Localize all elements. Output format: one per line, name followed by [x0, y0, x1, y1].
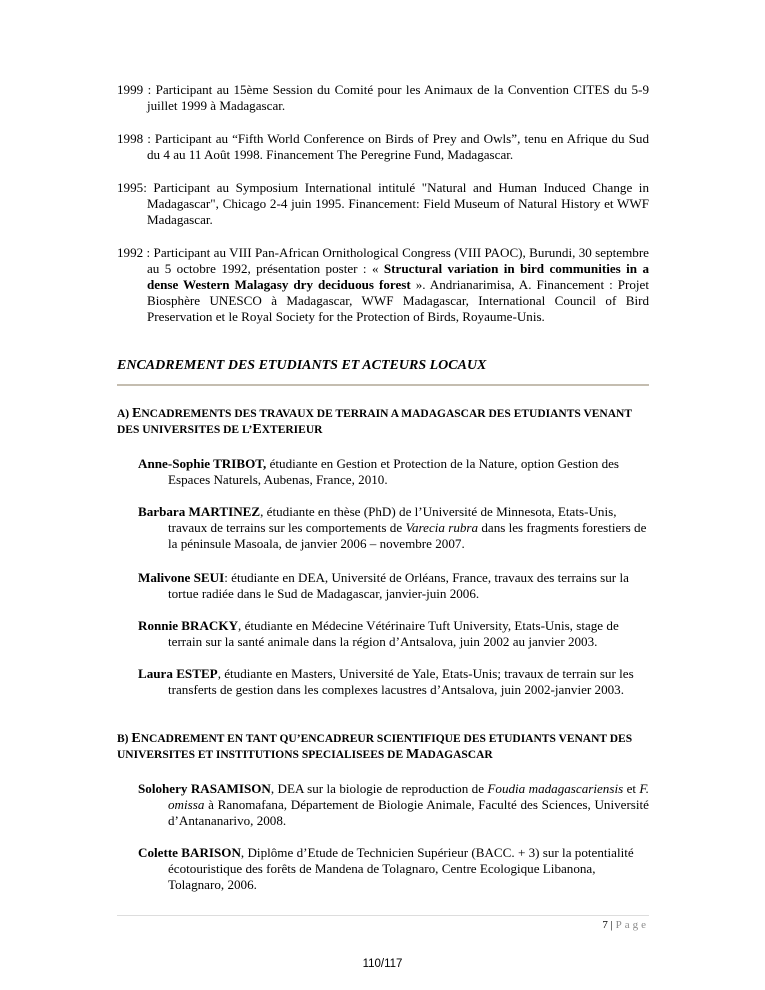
conference-entry-1998 — [117, 131, 649, 163]
student-name: Laura ESTEP — [138, 666, 218, 681]
subheading-text: ADAGASCAR — [419, 749, 493, 761]
species-name: Foudia madagascariensis — [487, 781, 624, 796]
section-title: ENCADREMENT DES ETUDIANTS ET ACTEURS LOCAUX — [117, 358, 487, 373]
subheading-text: NCADREMENTS DES TRAVAUX DE TERRAIN A MADAGASCAR DES ETUDIANTS VENANT DES UNIVERSITES DE L’ — [117, 408, 632, 436]
conference-entry-1995 — [117, 180, 649, 228]
student-name: Barbara MARTINEZ — [138, 504, 261, 519]
subheading-text: NCADREMENT EN TANT QU’ENCADREUR SCIENTIFIQUE DES ETUDIANTS VENANT DES UNIVERSITES ET INSTITUTIONS SPECIALISEES DE — [117, 733, 633, 761]
species-name: Varecia rubra — [405, 520, 479, 535]
student-entry — [138, 504, 649, 552]
student-name: Solohery RASAMISON — [138, 781, 271, 796]
conference-text: 1995: Participant au Symposium International intitulé "Natural and Human Induced Change in Madagascar", Chicago 2-4 juin 1995. Financement: Field Museum of Natural History et WWF Madagascar. — [117, 180, 649, 227]
student-details: dans les fragments forestiers de la péninsule Masoala, de janvier 2006 – novembre 2007. — [168, 520, 647, 551]
subheading-prefix: A) — [117, 408, 133, 420]
page-label: Page — [615, 919, 649, 931]
conference-text: 1998 : Participant au “Fifth World Conference on Birds of Prey and Owls”, tenu en Afrique du Sud du 4 au 11 Août 1998. Financement The Peregrine Fund, Madagascar. — [117, 131, 649, 162]
species-name: F. omissa — [168, 781, 649, 812]
conference-entry-1999 — [117, 82, 649, 114]
subheading-initial: E — [252, 422, 262, 437]
subsection-a-heading — [117, 406, 649, 438]
subheading-text: XTERIEUR — [261, 424, 323, 436]
student-details: étudiante en Gestion et Protection de la Nature, option Gestion des Espaces Naturels, Aubenas, France, 2010. — [168, 456, 620, 487]
subheading-initial: E — [132, 406, 142, 421]
student-entry — [138, 781, 649, 829]
conference-entry-1992 — [117, 245, 649, 325]
student-entry — [138, 666, 649, 698]
student-name: Ronnie BRACKY — [138, 618, 239, 633]
student-name: Malivone SEUI — [138, 570, 225, 585]
footer-divider — [117, 915, 649, 916]
student-details: , étudiante en thèse (PhD) de l’Université de Minnesota, Etats-Unis, travaux de terrains sur les comportements de — [168, 504, 617, 535]
student-entry — [138, 618, 649, 650]
student-name: Colette BARISON — [138, 845, 241, 860]
subheading-prefix: B) — [117, 733, 132, 745]
student-details: , DEA sur la biologie de reproduction de — [270, 781, 488, 796]
student-details: , étudiante en Masters, Université de Yale, Etats-Unis; travaux de terrain sur les transferts de gestion dans les complexes lacustres d’Antsalova, juin 2002-janvier 2003. — [168, 666, 634, 697]
student-entry — [138, 845, 649, 893]
student-entry — [138, 456, 649, 488]
conference-text: 1999 : Participant au 15ème Session du Comité pour les Animaux de la Convention CITES du 5-9 juillet 1999 à Madagascar. — [117, 82, 649, 113]
section-divider — [117, 384, 649, 386]
document-page-counter: 110/117 — [362, 958, 403, 970]
subheading-initial: M — [406, 747, 420, 762]
page-number-footer — [560, 919, 649, 931]
subheading-initial: E — [131, 731, 141, 746]
page-number: 7 — [602, 919, 608, 931]
page-separator: | — [607, 919, 616, 931]
student-details: : étudiante en DEA, Université de Orléans, France, travaux des terrains sur la tortue radiée dans le Sud de Madagascar, janvier-juin 2006. — [168, 570, 629, 601]
conference-text: 1992 : Participant au VIII Pan-African Ornithological Congress (VIII PAOC), Burundi, 30 septembre au 5 octobre 1992, présentation poster : « — [117, 245, 649, 276]
student-entry — [138, 570, 649, 602]
student-details: à Ranomafana, Département de Biologie Animale, Faculté des Sciences, Université d’Antananarivo, 2008. — [168, 797, 649, 828]
student-name: Anne-Sophie TRIBOT, — [138, 456, 267, 471]
student-details: , étudiante en Médecine Vétérinaire Tuft University, Etats-Unis, stage de terrain sur la santé animale dans la région d’Antsalova, juin 2002 au janvier 2003. — [168, 618, 619, 649]
subsection-b-heading — [117, 731, 649, 763]
student-details: , Diplôme d’Etude de Technicien Supérieur (BACC. + 3) sur la potentialité écotouristique des forêts de Mandena de Tolagnaro, Centre Ecologique Libanona, Tolagnaro, 2006. — [168, 845, 634, 892]
student-details: et — [623, 781, 640, 796]
conference-text: ». Andrianarimisa, A. Financement : Projet Biosphère UNESCO à Madagascar, WWF Madagascar, International Council of Bird Preservation et le Royal Society for the Protection of Birds, Royaume-Unis. — [147, 277, 649, 324]
poster-title: Structural variation in bird communities in a dense Western Malagasy dry deciduous forest — [147, 261, 649, 292]
